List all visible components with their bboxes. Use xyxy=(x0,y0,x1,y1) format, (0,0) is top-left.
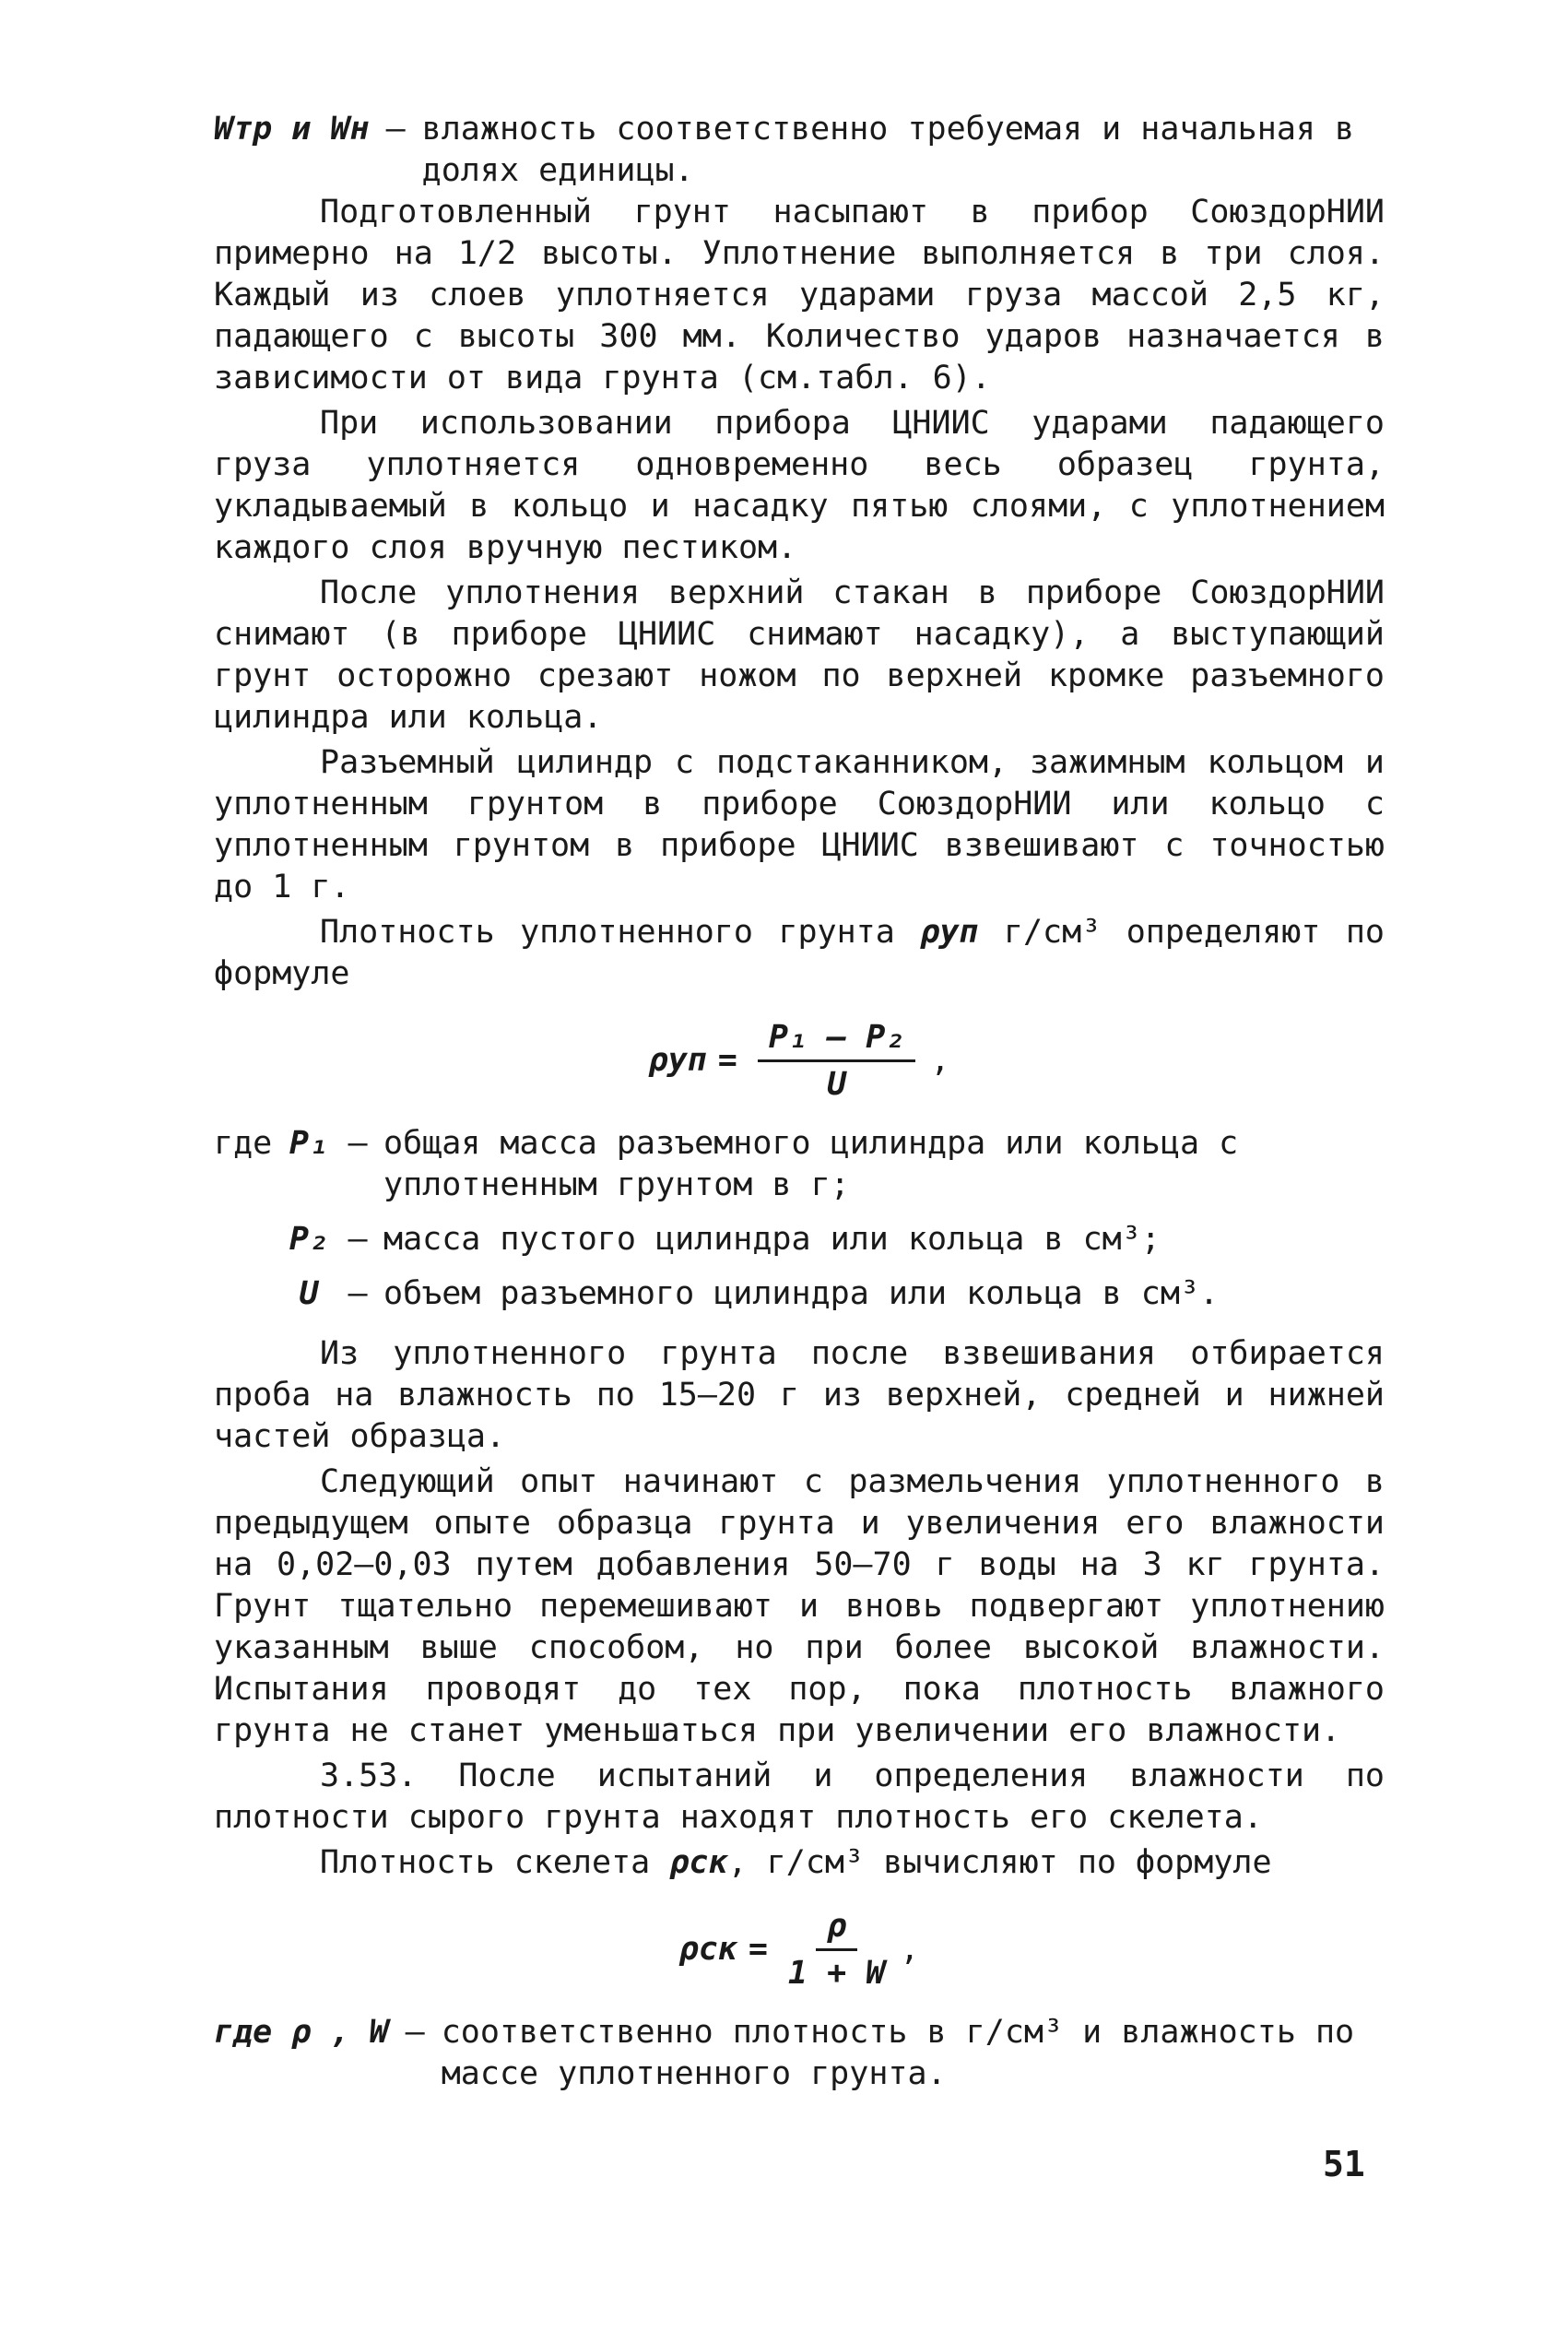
legend-var-p2: P₂ xyxy=(289,1221,329,1258)
legend-dash: – xyxy=(348,1221,368,1258)
formula-1-fraction xyxy=(758,1015,916,1106)
paragraph-3: После уплотнения верхний стакан в приборе СоюздорНИИ снимают (в приборе ЦНИИС снимают насадку), а выступающий грунт осторожно срезают ножом по верхней кромке разъемного цилиндра или кольца. xyxy=(214,574,1385,736)
legend-text-p1: общая масса разъемного цилиндра или кольца с уплотненным грунтом в г; xyxy=(383,1125,1239,1203)
paragraph-7: Следующий опыт начинают с размельчения уплотненного в предыдущем опыте образца грунта и увеличения его влажности на 0,02–0,03 путем добавления 50–70 г воды на 3 кг грунта. Грунт тщательно перемешивают и вновь подвергают уплотнению указанным выше способом, но при более высокой влажности. Испытания проводят до тех пор, пока плотность влажного грунта не станет уменьшаться при увеличении его влажности. xyxy=(214,1463,1385,1749)
paragraph-9-text-a: Плотность скелета xyxy=(320,1844,651,1881)
definition-rho-w xyxy=(214,2012,1385,2095)
formula-2-punct: , xyxy=(900,1931,920,1968)
formula-1-punct: , xyxy=(930,1042,950,1079)
formula-1-lhs: ρуп xyxy=(648,1042,707,1079)
formula-1-denominator: U xyxy=(827,1066,847,1103)
definition-term: Wтр и Wн xyxy=(214,111,370,148)
paragraph-6: Из уплотненного грунта после взвешивания отбирается проба на влажность по 15–20 г из верхней, средней и нижней частей образца. xyxy=(214,1335,1385,1455)
rho-sk-symbol: ρск xyxy=(669,1844,728,1881)
legend-var-p1: P₁ xyxy=(289,1125,329,1162)
formula-2-fraction xyxy=(788,1904,885,1995)
legend-text-p2: масса пустого цилиндра или кольца в см³; xyxy=(383,1221,1161,1258)
page-number: 51 xyxy=(1323,2144,1365,2184)
formula-2-denominator: 1 + W xyxy=(787,1955,886,1992)
document-page xyxy=(214,109,1385,2095)
legend-text-u: объем разъемного цилиндра или кольца в см³. xyxy=(383,1275,1220,1312)
paragraph-9 xyxy=(214,1842,1385,1884)
definition-term-bottom: где ρ , W xyxy=(214,2014,389,2051)
paragraph-4: Разъемный цилиндр с подстаканником, зажимным кольцом и уплотненным грунтом в приборе СоюздорНИИ или кольцо с уплотненным грунтом в приборе ЦНИИС взвешивают с точностью до 1 г. xyxy=(214,744,1385,905)
paragraph-5-text-a: Плотность уплотненного грунта xyxy=(320,914,895,951)
formula-2-numerator: ρ xyxy=(816,1904,857,1951)
paragraph-1: Подготовленный грунт насыпают в прибор СоюздорНИИ примерно на 1/2 высоты. Уплотнение выполняется в три слоя. Каждый из слоев уплотняется ударами груза массой 2,5 кг, падающего с высоты 300 мм. Количество ударов назначается в зависимости от вида грунта (см.табл. 6). xyxy=(214,194,1385,396)
formula-1-eq: = xyxy=(717,1042,737,1079)
formula-1-legend xyxy=(214,1123,1385,1315)
formula-2-eq: = xyxy=(748,1931,768,1968)
paragraph-5-text-b: г/см³ определяют по формуле xyxy=(214,914,1385,992)
definition-text-bottom: соответственно плотность в г/см³ и влажность по массе уплотненного грунта. xyxy=(441,2014,1355,2092)
formula-density xyxy=(214,1015,1385,1106)
formula-2-lhs: ρск xyxy=(678,1931,737,1968)
formula-1-numerator: P₁ – P₂ xyxy=(758,1015,916,1062)
rho-up-symbol: ρуп xyxy=(920,914,979,951)
legend-dash: – xyxy=(348,1125,368,1162)
paragraph-8: 3.53. После испытаний и определения влажности по плотности сырого грунта находят плотность его скелета. xyxy=(214,1757,1385,1836)
paragraph-9-text-b: , г/см³ вычисляют по формуле xyxy=(727,1844,1272,1881)
formula-skeleton-density xyxy=(214,1904,1385,1995)
definition-dash-bottom: – xyxy=(405,2014,425,2051)
legend-dash: – xyxy=(348,1275,368,1312)
paragraph-5 xyxy=(214,912,1385,995)
definition-moisture xyxy=(214,109,1385,192)
legend-var-u: U xyxy=(299,1275,319,1312)
definition-dash: – xyxy=(385,111,406,148)
definition-text: влажность соответственно требуемая и начальная в долях единицы. xyxy=(421,111,1355,189)
where-label: где xyxy=(214,1125,273,1162)
paragraph-2: При использовании прибора ЦНИИС ударами падающего груза уплотняется одновременно весь образец грунта, укладываемый в кольцо и насадку пятью слоями, с уплотнением каждого слоя вручную пестиком. xyxy=(214,405,1385,566)
